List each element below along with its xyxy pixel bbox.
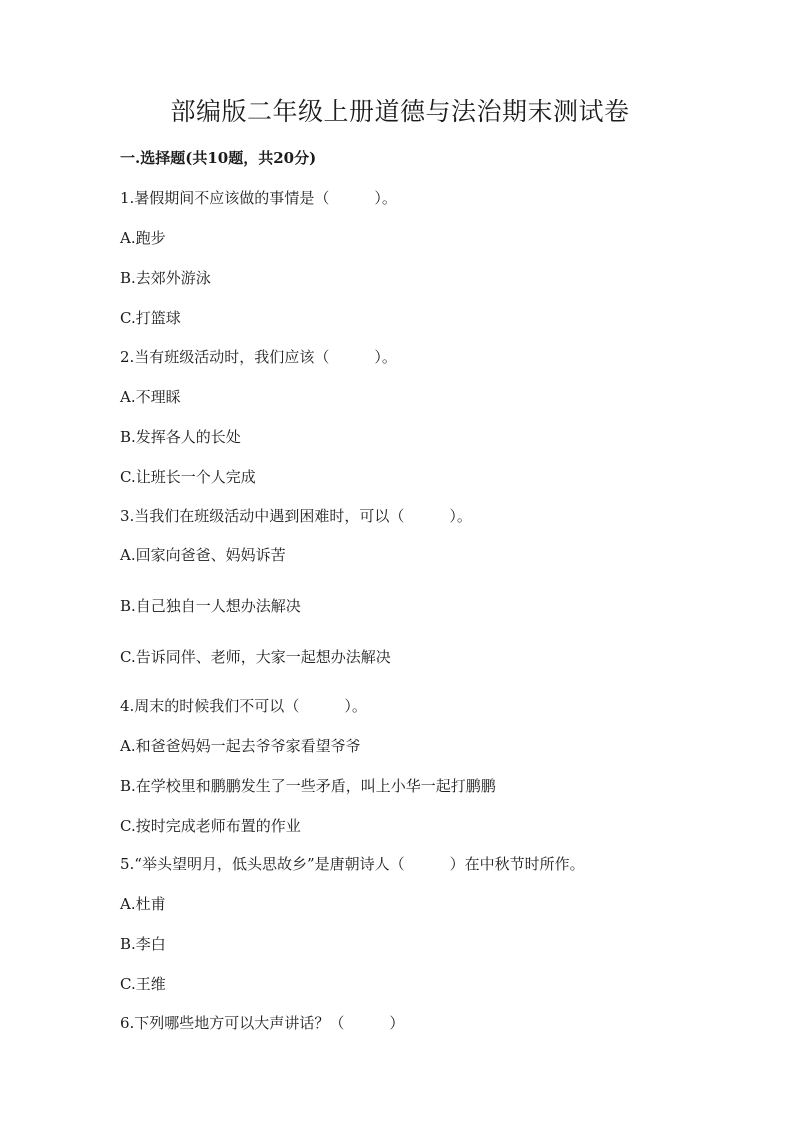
question-4-stem: 4.周末的时候我们不可以（ ）。 — [120, 697, 367, 715]
question-1-stem: 1.暑假期间不应该做的事情是（ ）。 — [120, 189, 397, 207]
question-5-option-b: B.李白 — [120, 935, 166, 953]
section-heading: 一.选择题(共10题，共20分) — [120, 149, 317, 167]
question-6-stem: 6.下列哪些地方可以大声讲话？（ ） — [120, 1014, 405, 1032]
question-3-stem: 3.当我们在班级活动中遇到困难时，可以（ ）。 — [120, 507, 472, 525]
question-5-stem: 5.“举头望明月，低头思故乡”是唐朝诗人（ ）在中秋节时所作。 — [120, 855, 585, 873]
question-2-stem: 2.当有班级活动时，我们应该（ ）。 — [120, 348, 397, 366]
question-3-option-c: C.告诉同伴、老师，大家一起想办法解决 — [120, 648, 391, 666]
question-4-option-b: B.在学校里和鹏鹏发生了一些矛盾，叫上小华一起打鹏鹏 — [120, 777, 496, 795]
page-title: 部编版二年级上册道德与法治期末测试卷 — [170, 97, 630, 126]
question-1-option-c: C.打篮球 — [120, 309, 181, 327]
question-3-option-a: A.回家向爸爸、妈妈诉苦 — [120, 546, 286, 564]
question-2-option-c: C.让班长一个人完成 — [120, 468, 256, 486]
question-1-option-b: B.去郊外游泳 — [120, 269, 211, 287]
question-5-option-c: C.王维 — [120, 975, 166, 993]
question-1-option-a: A.跑步 — [120, 229, 166, 247]
question-5-option-a: A.杜甫 — [120, 895, 166, 913]
question-3-option-b: B.自己独自一人想办法解决 — [120, 597, 301, 615]
question-2-option-b: B.发挥各人的长处 — [120, 428, 241, 446]
question-4-option-c: C.按时完成老师布置的作业 — [120, 817, 301, 835]
question-2-option-a: A.不理睬 — [120, 388, 181, 406]
question-4-option-a: A.和爸爸妈妈一起去爷爷家看望爷爷 — [120, 737, 361, 755]
